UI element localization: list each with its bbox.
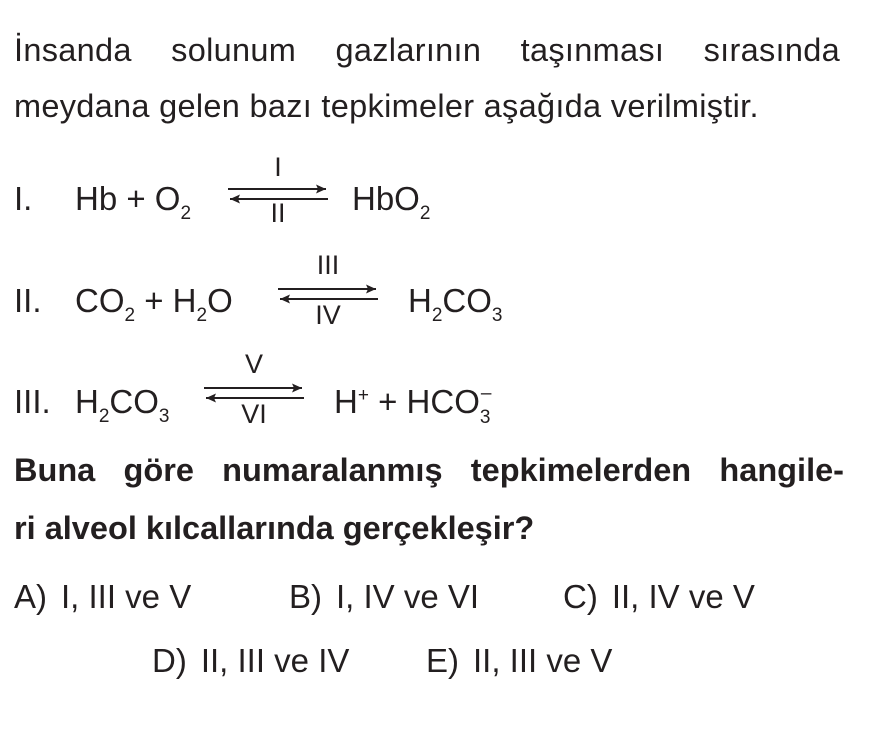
equilibrium-arrow (272, 250, 384, 334)
option-letter: E) (426, 642, 459, 679)
reaction-number: I. (14, 180, 33, 217)
question-stem (14, 22, 840, 134)
reaction-number: II. (14, 282, 42, 319)
backward-step-label: VI (241, 399, 267, 429)
option-letter: D) (152, 642, 187, 679)
option-letter: B) (289, 578, 322, 615)
equilibrium-arrow (198, 349, 310, 433)
option-c[interactable] (563, 578, 755, 616)
reaction-2 (14, 250, 574, 340)
reaction-1 (14, 152, 514, 238)
option-text: II, III ve V (473, 642, 613, 679)
reaction-number: III. (14, 383, 51, 420)
option-letter: A) (14, 578, 47, 615)
forward-step-label: V (244, 349, 263, 379)
reaction-3 (14, 349, 554, 441)
reaction-products: H+ + HCO – 3 (334, 383, 492, 428)
option-e[interactable] (426, 642, 612, 680)
stem-line-2: meydana gelen bazı tepkimeler aşağıda verilmiştir. (14, 88, 759, 124)
stem-line-1: İnsanda solunum gazlarının taşınması sırasında (14, 32, 840, 68)
option-a[interactable] (14, 578, 191, 616)
backward-step-label: II (270, 198, 286, 228)
option-text: II, III ve IV (200, 642, 350, 679)
option-letter: C) (563, 578, 598, 615)
reaction-reactants: $H_2CO_3$ (75, 383, 170, 427)
option-d[interactable] (152, 642, 349, 680)
option-text: I, III ve V (61, 578, 192, 615)
option-text: II, IV ve V (611, 578, 755, 615)
question-prompt (14, 441, 844, 557)
reaction-reactants: $CO_2 + H_2O$ (75, 282, 233, 326)
forward-step-label: I (274, 152, 282, 182)
forward-step-label: III (316, 250, 340, 280)
prompt-line-1: Buna göre numaralanmış tepkimelerden hangile- (14, 452, 844, 488)
backward-step-label: IV (315, 300, 341, 330)
equilibrium-arrow (222, 152, 334, 232)
reaction-products: $H_2CO_3$ (408, 282, 503, 326)
reaction-products: HbO$_2$ (352, 180, 431, 224)
option-b[interactable] (289, 578, 479, 616)
reaction-reactants: $Hb + O_2$ (75, 180, 192, 224)
option-text: I, IV ve VI (336, 578, 480, 615)
prompt-line-2: ri alveol kılcallarında gerçekleşir? (14, 510, 535, 546)
